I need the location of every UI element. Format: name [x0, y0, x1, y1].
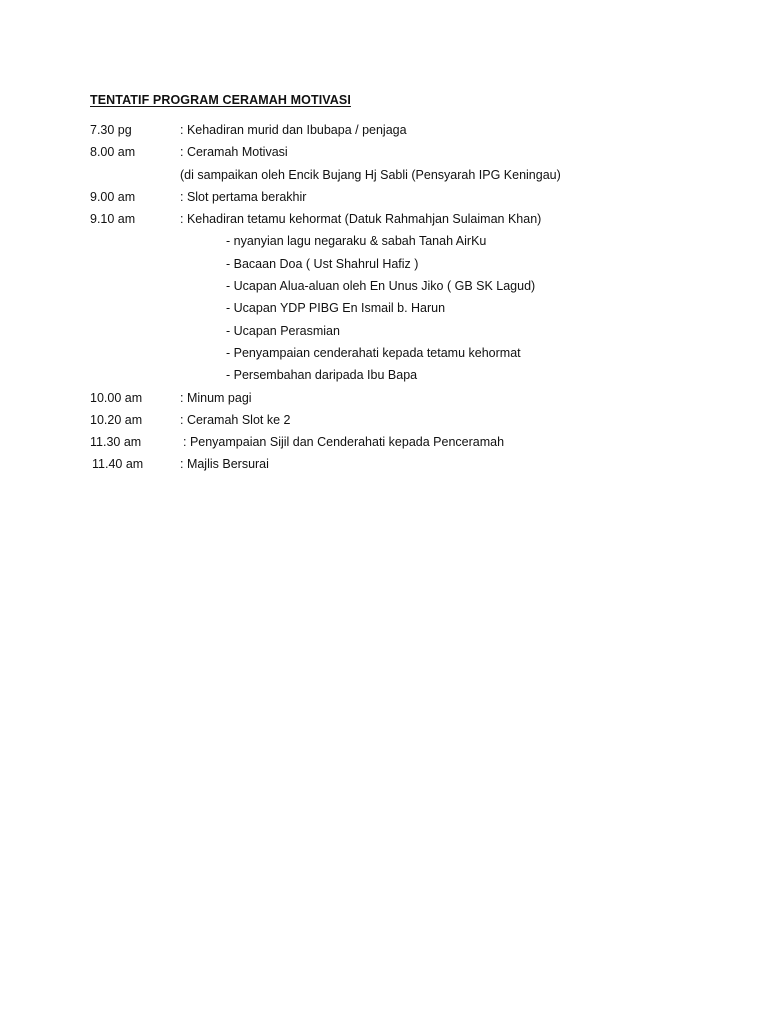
schedule-row	[0, 189, 768, 211]
schedule-row	[0, 122, 768, 144]
schedule-description: : Majlis Bersurai	[180, 457, 269, 472]
schedule-time: 7.30 pg	[90, 123, 132, 137]
schedule-description: : Penyampaian Sijil dan Cenderahati kepada Penceramah	[183, 435, 505, 450]
schedule-row	[0, 144, 768, 166]
schedule-time: 8.00 am	[90, 145, 136, 160]
schedule-subitem-text: - Ucapan YDP PIBG En Ismail b. Harun	[226, 301, 446, 316]
schedule-subitem-text: - Ucapan Perasmian	[226, 323, 340, 338]
schedule-subitem	[0, 323, 768, 345]
schedule-subitem	[0, 233, 768, 255]
schedule-description: : Minum pagi	[180, 390, 252, 405]
schedule-subitem	[0, 256, 768, 278]
schedule-subitem-text: - Bacaan Doa ( Ust Shahrul Hafiz )	[226, 256, 419, 271]
schedule-list	[0, 122, 768, 479]
schedule-subitem-text: - Penyampaian cenderahati kepada tetamu kehormat	[226, 345, 521, 360]
schedule-subitem-text: - Ucapan Alua-aluan oleh En Unus Jiko ( GB SK Lagud)	[226, 279, 536, 294]
schedule-row	[0, 167, 768, 189]
schedule-subitem	[0, 367, 768, 389]
schedule-row	[0, 211, 768, 233]
schedule-description: (di sampaikan oleh Encik Bujang Hj Sabli (Pensyarah IPG Keningau)	[180, 167, 561, 182]
schedule-subitem-text: - Persembahan daripada Ibu Bapa	[226, 368, 418, 383]
schedule-subitem	[0, 278, 768, 300]
schedule-row	[0, 412, 768, 434]
schedule-description: : Slot pertama berakhir	[180, 189, 307, 204]
schedule-time: 10.20 am	[90, 412, 143, 427]
schedule-description: : Ceramah Motivasi	[180, 145, 288, 160]
schedule-description: : Ceramah Slot ke 2	[180, 412, 291, 427]
schedule-subitem	[0, 345, 768, 367]
schedule-time: 10.00 am	[90, 390, 143, 405]
schedule-time: 9.00 am	[90, 189, 136, 204]
schedule-subitem-text: - nyanyian lagu negaraku & sabah Tanah AirKu	[226, 234, 487, 249]
schedule-time: 9.10 am	[90, 212, 136, 227]
schedule-description: : Kehadiran murid dan Ibubapa / penjaga	[180, 123, 407, 137]
schedule-row	[0, 456, 768, 478]
schedule-row	[0, 434, 768, 456]
schedule-time: 11.30 am	[90, 435, 142, 450]
schedule-row	[0, 390, 768, 412]
document-title: TENTATIF PROGRAM CERAMAH MOTIVASI	[90, 93, 351, 107]
schedule-description: : Kehadiran tetamu kehormat (Datuk Rahmahjan Sulaiman Khan)	[180, 212, 542, 227]
schedule-time: 11.40 am	[92, 457, 144, 472]
schedule-subitem	[0, 300, 768, 322]
